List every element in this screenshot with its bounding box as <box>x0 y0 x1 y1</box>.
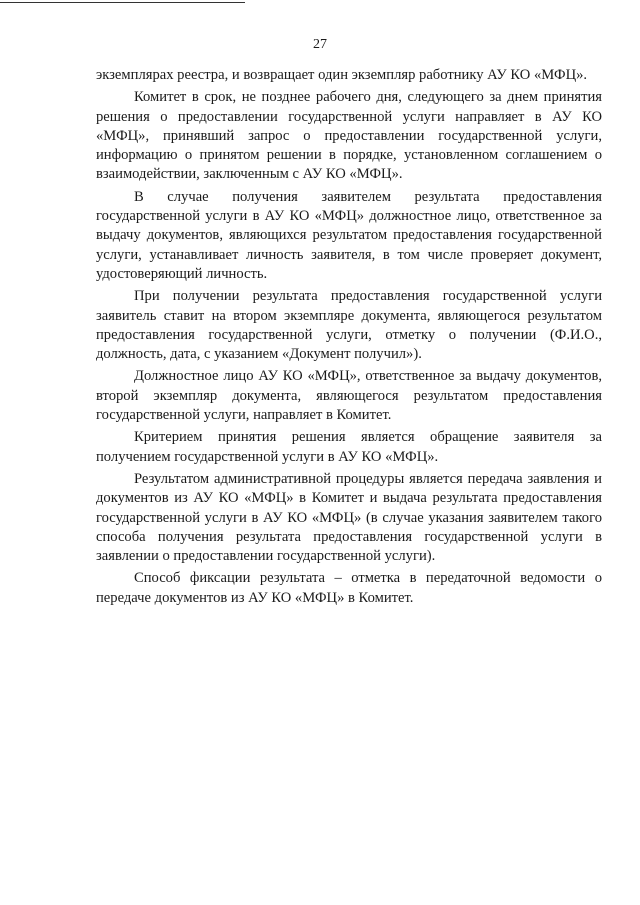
page-number: 27 <box>313 37 327 52</box>
paragraph: Результатом административной процедуры является передача заявления и документов из АУ КО «МФЦ» в Комитет и выдача результата предоставления государственной услуги в АУ КО «МФЦ» (в случае указания заявителем такого способа получения результата предоставления государственной услуги в заявлении о предоставлении государственной услуги). <box>96 470 602 565</box>
paragraph: Способ фиксации результата – отметка в передаточной ведомости о передаче документов из АУ КО «МФЦ» в Комитет. <box>96 570 602 606</box>
paragraph: Критерием принятия решения является обращение заявителя за получением государственной услуги в АУ КО «МФЦ». <box>96 429 602 465</box>
paragraph: Комитет в срок, не позднее рабочего дня, следующего за днем принятия решения о предоставлении государственной услуги направляет в АУ КО «МФЦ», принявший запрос о предоставлении государственной услуги, информацию о принятом решении в порядке, установленном соглашением о взаимодействии, заключенным с АУ КО «МФЦ». <box>96 89 602 183</box>
header-rule <box>0 2 245 3</box>
paragraph: Должностное лицо АУ КО «МФЦ», ответственное за выдачу документов, второй экземпляр документа, являющегося результатом предоставления государственной услуги, направляет в Комитет. <box>96 368 602 424</box>
paragraph: При получении результата предоставления государственной услуги заявитель ставит на втором экземпляре документа, являющегося результатом предоставления государственной услуги, отметку о получении (Ф.И.О., должность, дата, с указанием «Документ получил»). <box>96 288 602 363</box>
paragraph: В случае получения заявителем результата предоставления государственной услуги в АУ КО «МФЦ» должностное лицо, ответственное за выдачу документов, являющихся результатом предоставления государственной услуги, устанавливает личность заявителя, в том числе проверяет документ, удостоверяющий личность. <box>96 188 602 282</box>
document-body <box>96 66 602 611</box>
paragraph: экземплярах реестра, и возвращает один экземпляр работнику АУ КО «МФЦ». <box>96 67 588 83</box>
